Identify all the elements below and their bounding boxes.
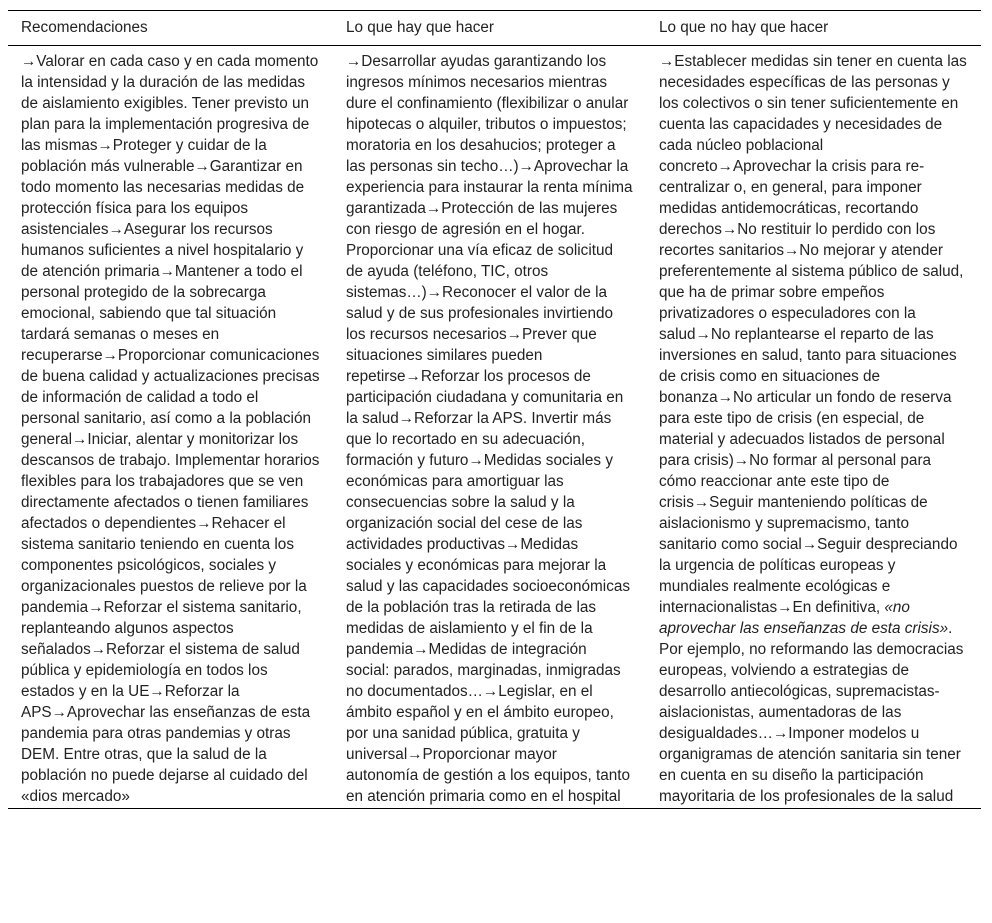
list-item: Asegurar los recursos humanos suficientes a nivel hospitalario y de atención primaria (21, 221, 304, 280)
list-item: Aprovechar la experiencia para instaurar la renta mínima garantizada (346, 158, 633, 217)
arrow-icon: → (102, 347, 118, 364)
list-item: En definitiva, (792, 599, 885, 616)
list-item: Establecer medidas sin tener en cuenta las necesidades específicas de las personas y los colectivos o sin tener suficientemente en cuenta las capacidades y necesidades de cada núcleo poblacional concreto (659, 53, 967, 175)
arrow-icon: → (426, 284, 443, 301)
arrow-icon: → (405, 368, 421, 385)
arrow-icon: → (777, 599, 793, 616)
arrow-icon: → (505, 536, 521, 553)
arrow-icon: → (159, 263, 175, 280)
list-item: Seguir manteniendo políticas de aislacionismo y supremacismo, tanto sanitario como social (659, 494, 928, 553)
arrow-icon: → (721, 221, 738, 238)
arrow-icon: → (468, 452, 484, 469)
list-item: . Por ejemplo, no reformando las democracias europeas, volviendo a estrategias de desarrollo antiecológicas, supremacistas-aislacionistas, aumentadoras de las desigualdades… (659, 620, 964, 742)
list-item: Rehacer el sistema sanitario teniendo en cuenta los componentes psicológicos, sociales y organizacionales puestos de relieve por la pandemia (21, 515, 307, 616)
arrow-icon: → (482, 683, 499, 700)
list-item: No mejorar y atender preferentemente al sistema público de salud, que ha de primar sobre empeños privatizadores o especuladores con la salud (659, 242, 964, 343)
arrow-icon: → (88, 599, 104, 616)
list-item: No articular un fondo de reserva para este tipo de crisis (en especial, de material y adecuados listados de personal para crisis) (659, 389, 952, 469)
list-item: Reforzar el sistema sanitario, replanteando algunos aspectos señalados (21, 599, 302, 658)
list-item: Proteger y cuidar de la población más vulnerable (21, 137, 267, 175)
arrow-icon: → (733, 452, 750, 469)
arrow-icon: → (801, 536, 818, 553)
arrow-icon: → (693, 494, 710, 511)
recommendations-table (8, 10, 981, 809)
arrow-icon: → (21, 53, 37, 70)
arrow-icon: → (717, 389, 733, 406)
arrow-icon: → (407, 746, 423, 763)
list-item: Valorar en cada caso y en cada momento la intensidad y la duración de las medidas de aislamiento exigibles. Tener previsto un plan para la implementación progresiva de las mismas (21, 53, 319, 154)
list-item: Imponer modelos u organigramas de atención sanitaria sin tener en cuenta en su diseño la participación mayoritaria de los profesionales de la salud (659, 725, 961, 805)
arrow-icon: → (772, 725, 789, 742)
list-item: Reforzar el sistema de salud pública y epidemiología en todos los estados y en la UE (21, 641, 300, 700)
list-item: Medidas sociales y económicas para mejorar la salud y las capacidades socioeconómicas de la población tras la retirada de las medidas de aislamiento y el fin de la pandemia (346, 536, 631, 658)
header-recomendaciones: Recomendaciones (8, 11, 333, 46)
arrow-icon: → (398, 410, 415, 427)
list-item: Reforzar la APS (21, 683, 240, 721)
arrow-icon: → (149, 683, 165, 700)
arrow-icon: → (196, 515, 212, 532)
list-item: Medidas de integración social: parados, marginadas, inmigradas no documentados… (346, 641, 621, 700)
table-header-row (8, 11, 981, 46)
emphasis-text: «no aprovechar las enseñanzas de esta crisis» (659, 599, 949, 637)
arrow-icon: → (413, 641, 429, 658)
arrow-icon: → (51, 704, 67, 721)
list-item: Garantizar en todo momento las necesarias medidas de protección física para los equipos asistenciales (21, 158, 305, 238)
list-item: Legislar, en el ámbito español y en el ámbito europeo, por una sanidad pública, gratuita y universal (346, 683, 614, 763)
list-item: Aprovechar la crisis para re-centralizar o, en general, para imponer medidas antidemocráticas, recortando derechos (659, 158, 925, 238)
list-item: Reforzar la APS. Invertir más que lo recortado en su adecuación, formación y futuro (346, 410, 612, 469)
list-item: No replantearse el reparto de las inversiones en salud, tanto para situaciones de crisis como en situaciones de bonanza (659, 326, 957, 406)
list-item: Protección de las mujeres con riesgo de agresión en el hogar. Proporcionar una vía eficaz de solicitud de ayuda (teléfono, TIC, otros sistemas…) (346, 200, 618, 301)
list-item: Prever que situaciones similares pueden repetirse (346, 326, 597, 385)
list-item: Iniciar, alentar y monitorizar los descansos de trabajo. Implementar horarios flexibles para los trabajadores que se ven directamente afectados o tienen familiares afectados o dependientes (21, 431, 320, 532)
arrow-icon: → (72, 431, 88, 448)
list-item: Reconocer el valor de la salud y de sus profesionales invirtiendo los recursos necesarios (346, 284, 614, 343)
arrow-icon: → (90, 641, 107, 658)
list-item: No restituir lo perdido con los recortes sanitarios (659, 221, 936, 259)
list-item: Aprovechar las enseñanzas de esta pandemia para otras pandemias y otras DEM. Entre otras, que la salud de la población no puede dejarse al cuidado del «dios mercado» (21, 704, 311, 805)
arrow-icon: → (108, 221, 124, 238)
list-item: Medidas sociales y económicas para amortiguar las consecuencias sobre la salud y la organización social del cese de las actividades productivas (346, 452, 613, 553)
arrow-icon: → (346, 53, 362, 70)
list-item: Seguir despreciando la urgencia de políticas europeas y mundiales realmente ecológicas e internacionalistas (659, 536, 958, 616)
list-item: No formar al personal para cómo reaccionar ante este tipo de crisis (659, 452, 932, 511)
cell-lo-que-hay-que-hacer (333, 46, 646, 809)
arrow-icon: → (425, 200, 442, 217)
list-item: Proporcionar mayor autonomía de gestión a los equipos, tanto en atención primaria como en el hospital (346, 746, 631, 805)
table-row (8, 46, 981, 809)
header-lo-que-no-hay-que-hacer: Lo que no hay que hacer (646, 11, 981, 46)
list-item: Desarrollar ayudas garantizando los ingresos mínimos necesarios mientras dure el confinamiento (flexibilizar o anular hipotecas o alquiler, tributos o impuestos; moratoria en los desahucios; proteger a las personas sin techo…) (346, 53, 629, 175)
cell-lo-que-no-hay-que-hacer (646, 46, 981, 809)
arrow-icon: → (659, 53, 675, 70)
list-item: Reforzar los procesos de participación ciudadana y comunitaria en la salud (346, 368, 624, 427)
cell-recomendaciones (8, 46, 333, 809)
arrow-icon: → (783, 242, 800, 259)
header-lo-que-hay-que-hacer: Lo que hay que hacer (333, 11, 646, 46)
list-item: Mantener a todo el personal protegido de la sobrecarga emocional, sabiendo que tal situación tardará semanas o meses en recuperarse (21, 263, 303, 364)
arrow-icon: → (194, 158, 210, 175)
arrow-icon: → (717, 158, 733, 175)
arrow-icon: → (97, 137, 113, 154)
arrow-icon: → (518, 158, 534, 175)
arrow-icon: → (506, 326, 522, 343)
arrow-icon: → (695, 326, 711, 343)
list-item: Proporcionar comunicaciones de buena calidad y actualizaciones precisas de información de calidad a todo el personal sanitario, así como a la población general (21, 347, 320, 448)
